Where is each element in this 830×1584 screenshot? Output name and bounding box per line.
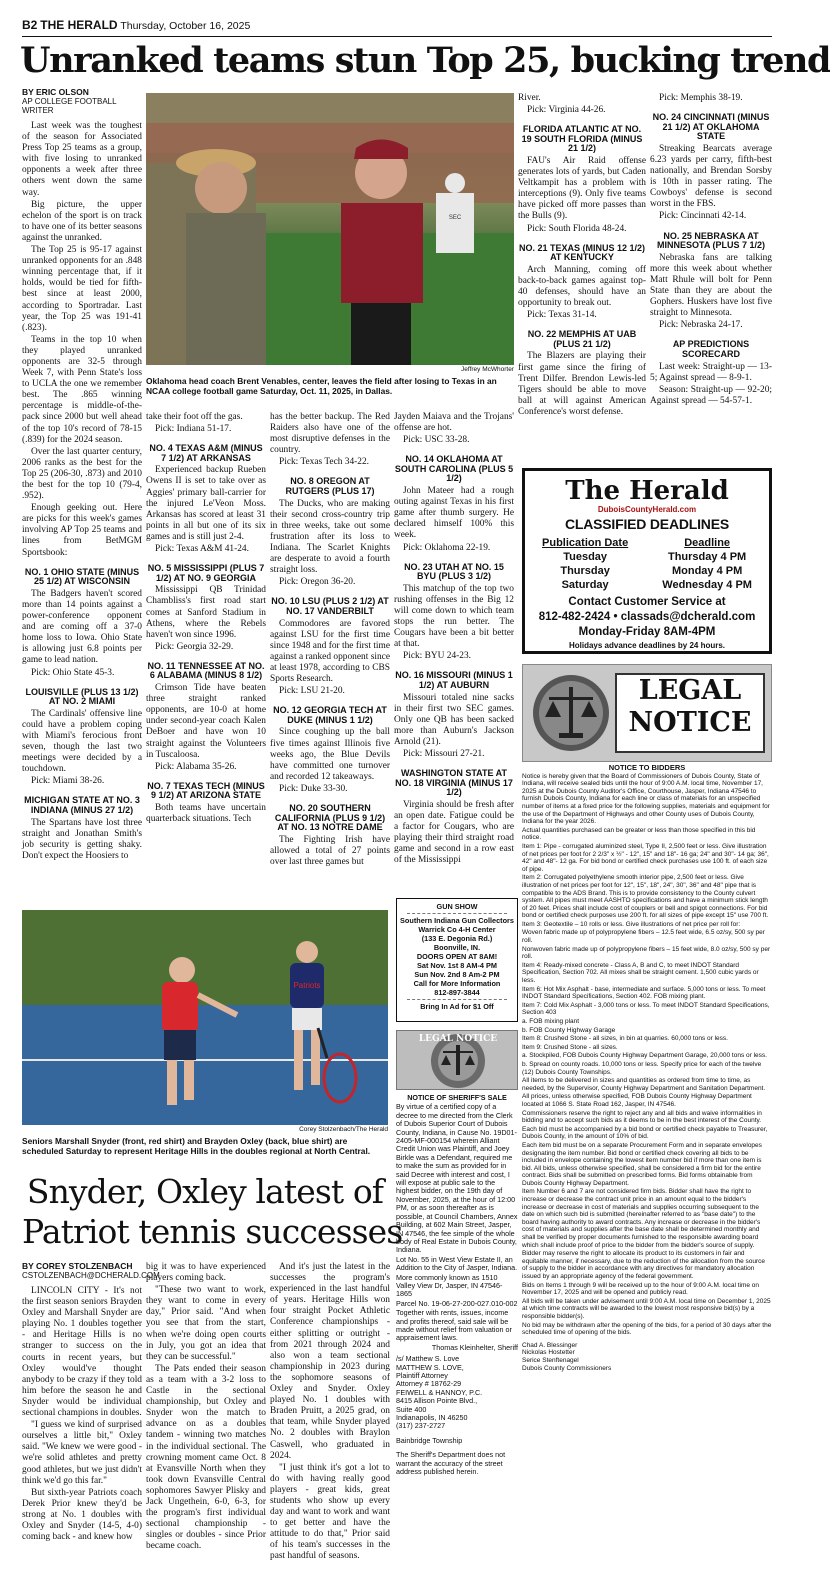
holiday-note: Holidays advance deadlines by 24 hours. xyxy=(568,641,726,650)
legal-paragraph: Item 7: Cold Mix Asphalt - 3,000 tons or less. To meet INDOT Standard Specifications, Section 403 xyxy=(522,1001,770,1017)
article-column-4 xyxy=(394,412,514,892)
legal-paragraph: No bid may be withdrawn after the opening of the bids, for a period of 30 days after the scheduled time of opening of the bids. xyxy=(522,1321,772,1337)
signature-line: Dubois County Commissioners xyxy=(522,1364,612,1372)
paragraph: "These two want to work, they want to come in every day," Prior said. "And when you see that from the start, when we're doing open courts in July, you got an idea that they can be successful." xyxy=(146,1285,266,1362)
paragraph: And it's just the latest in the successes the program's experienced in the last handful of years. Heritage Hills won four straight Pocket Athletic Conference championships - either splitting or outright - from 2021 through 2024 and also won a team sectional championship in 2023 during the sophomore seasons of Oxley and Snyder. Oxley played No. 1 doubles with Braden Pruitt, a 2025 grad, on that team, while Snyder played No. 2 doubles with Braylon Caswell, who graduated in 2024. xyxy=(270,1262,390,1461)
paragraph: The Badgers haven't scored more than 14 points against a power-conference opponent and are coming off a 37-0 home loss to Iowa. Ohio State is allowing just 6.8 points per game to lead nation. xyxy=(22,588,142,666)
paragraph: Teams in the top 10 when they played unranked opponents are 32-5 through Week 7, with Penn State's loss to UCLA the one we remember best. The .865 winning percentage is middle-of-the-pack since 2000 but well ahead of the top 10's record of 78-15 (.839) for the 2024 season. xyxy=(22,334,142,445)
paragraph: The Cardinals' offensive line could have a problem coping with Miami's ferocious front seven, though the last two meetings were decided by a touchdown. xyxy=(22,708,142,775)
signatures xyxy=(522,1342,772,1372)
tennis-headline-line: Patriot tennis successes xyxy=(22,1212,403,1251)
pick: Pick: Ohio State 45-3. xyxy=(31,667,115,678)
tennis-byline-email: CSTOLZENBACH@DCHERALD.COM xyxy=(22,1271,160,1280)
deadline-time: Thursday 4 PM xyxy=(667,551,747,563)
legal-paragraph: Lot No. 55 in West View Estate II, an Addition to the City of Jasper, Indiana. xyxy=(396,1254,518,1273)
game-heading: FLORIDA ATLANTIC AT NO. 19 SOUTH FLORIDA (MINUS 21 1/2) xyxy=(521,124,643,154)
tennis-byline-name: BY COREY STOLZENBACH xyxy=(22,1261,133,1271)
game-heading: NO. 25 NEBRASKA AT MINNESOTA (PLUS 7 1/2) xyxy=(656,230,765,251)
pick: Pick: USC 33-28. xyxy=(403,435,470,446)
attorney-line: Indianapolis, IN 46250 xyxy=(396,1413,468,1423)
paragraph: But sixth-year Patriots coach Derek Prior knew they'd be strong at No. 1 doubles with Oxley and Snyder (14-5, 4-0) coming back - and knew how xyxy=(22,1487,142,1543)
game-heading: NO. 14 OKLAHOMA AT SOUTH CAROLINA (PLUS 5 1/2) xyxy=(394,454,514,484)
photo-shirt-text: SEC xyxy=(448,215,462,221)
paragraph: Experienced backup Rueben Owens II is set to take over as Aggies' primary ball-carrier for the injured Le'Veon Moss. Arkansas has scored at least 31 points in all but one of its six games and is still just 2-4. xyxy=(146,465,266,542)
seal-text: LEGAL NOTICE xyxy=(418,1034,498,1044)
jersey-text: Patriots xyxy=(293,981,321,990)
deadline-table xyxy=(525,536,769,592)
legal-notice-seal-icon xyxy=(397,1031,519,1091)
sheriff-signature: Thomas Kleinhelter, Sheriff xyxy=(431,1342,518,1352)
pick: Pick: Texas A&M 41-24. xyxy=(155,544,249,555)
legal-paragraph: All bids will be taken under advisement until 9:00 A.M. local time on December 1, 2025 at which time contracts will be awarded to the lowest most responsive bid(s) by a responsible bidder(s). xyxy=(522,1297,771,1320)
paragraph: River. xyxy=(518,93,541,103)
phone-email: 812-482-2424 • classads@dcherald.com xyxy=(538,611,756,623)
legal-paragraph: Item Number 6 and 7 are not considered firm bids. Bidder shall have the right to increase or decrease the contract unit price in an amount equal to the bidder's increase or decrease in cost of materials and supplies occurring subsequent to the date on which such bid is submitted (hereinafter referred to as "base date") to the board having authority to award contracts. Any increase or decrease in the bidder's cost of materials and supplies after the base date shall be determined monthly and shall be verified by proper documents furnished to the responsible awarding board which shall include proof of price to the bidder from the bidder's source of supply. xyxy=(522,1188,761,1249)
legal-paragraph: Bids on Items 1 through 9 will be received up to the hour of 9:00 A.M. local time on November 17, 2025 and will be opened and publicly read. xyxy=(522,1281,760,1297)
photo-caption: Oklahoma head coach Brent Venables, center, leaves the field after losing to Texas in an NCAA college football game Saturday, Oct. 11, 2025, in Dallas. xyxy=(146,376,497,396)
legal-paragraph: Item 9: Crushed Stone - all sizes. xyxy=(522,1043,618,1051)
paragraph: John Mateer had a rough outing against Texas in his first game after thumb surgery. He declared himself 100% this week. xyxy=(394,486,514,541)
game-heading: LOUISVILLE (PLUS 13 1/2) AT NO. 2 MIAMI xyxy=(25,686,139,707)
pick: Pick: Cincinnati 42-14. xyxy=(659,211,747,222)
attorney-block xyxy=(396,1355,518,1431)
legal-paragraph: Together with rents, issues, income and profits thereof, said sale will be made without relief from valuation or appraisement laws. xyxy=(396,1308,512,1343)
paragraph: Over the last quarter century, 2006 ranks as the best for the Top 25 (206-30, .873) and 2010 the best for the top 10 (79-4, .952). xyxy=(22,446,142,502)
paragraph: big it was to have experienced players coming back. xyxy=(146,1262,266,1284)
byline-org: AP COLLEGE FOOTBALL WRITER xyxy=(22,97,117,115)
legal-paragraph: Nonwoven fabric made up of polypropylene fibers – 15 feet wide, 8.0 oz/sy, 500 sy per roll. xyxy=(522,945,771,961)
ad-line: Sat Nov. 1st 8 AM-4 PM xyxy=(417,961,497,970)
disclaimer: The Sheriff's Department does not warrant the accuracy of the street address published herein. xyxy=(396,1450,506,1477)
paragraph: Since coughing up the ball five times against Illinois five weeks ago, the Blue Devils have committed one turnover and recorded 12 takeaways. xyxy=(270,727,390,782)
deadline-column xyxy=(662,536,752,592)
game-heading: NO. 24 CINCINNATI (MINUS 21 1/2) AT OKLAHOMA STATE xyxy=(652,112,770,142)
byline xyxy=(22,88,142,115)
tennis-byline xyxy=(22,1261,160,1280)
game-heading: NO. 4 TEXAS A&M (MINUS 7 1/2) AT ARKANSAS xyxy=(149,443,263,463)
football-photo-art xyxy=(146,93,514,365)
tennis-photo xyxy=(22,910,388,1125)
attorney-line: MATTHEW S. LOVE, xyxy=(396,1362,464,1372)
legal-paragraph: Commissioners reserve the right to reject any and all bids and waive informalities in bidding and to accept such bids as it deems to be in the best interest of the County. xyxy=(522,1109,762,1125)
paragraph: Jayden Maiava and the Trojans' offense are hot. xyxy=(394,412,514,434)
attorney-line: FEIWELL & HANNOY, P.C. xyxy=(396,1387,483,1397)
paragraph: Last week: Straight-up — 13-5; Against spread — 8-9-1. xyxy=(650,361,772,383)
pick: Pick: Oklahoma 22-19. xyxy=(403,542,491,553)
gun-show-title: GUN SHOW xyxy=(436,902,478,911)
paragraph: This matchup of the top two rushing offenses in the Big 12 will come down to which team stops the run better. The Cougars have been a bit better at that. xyxy=(394,583,514,650)
game-heading: NO. 8 OREGON AT RUTGERS (PLUS 17) xyxy=(285,476,375,497)
classified-title: CLASSIFIED DEADLINES xyxy=(564,516,729,532)
legal-paragraph: Item 6: Hot Mix Asphalt - base, intermediate and surface. 5,000 tons or less. To meet INDOT Standard Specifications, Section 402. FOB mixing plant. xyxy=(522,985,766,1001)
main-headline: Unranked teams stun Top 25, bucking trend xyxy=(20,40,830,81)
ad-line: Sun Nov. 2nd 8 Am-2 PM xyxy=(414,970,500,979)
paragraph: LINCOLN CITY - It's not the first season seniors Brayden Oxley and Marshall Snyder are playing No. 1 doubles together - and Heritage Hills is no stranger to success on the courts in recent years, but Oxley would've thought anybody to be crazy if they told him before the season he and Snyder would be individual sectional champions in doubles. xyxy=(22,1286,142,1419)
paragraph: Commodores are favored against LSU for the first time since 1948 and for the first time against a ranked opponent since at least 1978, according to CBS Sports Research. xyxy=(270,618,390,685)
publication-heading: Publication Date xyxy=(542,537,629,549)
pick: Pick: Miami 38-26. xyxy=(31,776,105,787)
article-column-2 xyxy=(146,412,266,892)
legal-paragraph: Actual quantities purchased can be greater or less than those specified in this bid notice. xyxy=(522,826,756,842)
game-heading: NO. 7 TEXAS TECH (MINUS 9 1/2) AT ARIZONA STATE xyxy=(147,780,265,801)
paragraph: The Ducks, who are making their second cross-country trip in three weeks, take out some frustration after its loss to Indiana. The Scarlet Knights are desperate to avoid a fourth straight loss. xyxy=(270,498,390,576)
legal-paragraph: b. FOB County Highway Garage xyxy=(522,1026,616,1034)
signature-line: Nickolas Hostetter xyxy=(522,1349,575,1357)
legal-paragraph: Item 2: Corrugated polyethylene smooth interior pipe, 2,500 feet or less. Give illustration of net prices per foot for 12", 15", 18", 24", 30", 36" and 48" pipe that is compatible to the ADS Brand. This is to provide consistency to the County culvert system. All pipes must meet AASHTO specifications and have a minimum stick length of 20 feet. Prices shall include cost of couplers or bell and spigot connections. For bid bond or certified check purposes use 200 ft. for all sizes of pipe except 15" use 700 ft. xyxy=(522,874,769,920)
legal-paragraph: More commonly known as 1510 Valley View Dr, Jasper, IN 47546-1865 xyxy=(396,1272,503,1299)
byline-name: BY ERIC OLSON xyxy=(22,87,89,97)
legal-paragraph: Notice is hereby given that the Board of Commissioners of Dubois County, State of Indiana, will receive sealed bids until the hour of 9:00 A.M. local time, November 17, 2025 at the Dubois County Auditor's Office, Courthouse, Jasper, Indiana 47546 to furnish Dubois County, Indiana for each line or class of materials for an unspecified number of items at a fixed price for the following supplies, materials and equipment for the use of the Department of Highways and other County uses of Dubois County, Indiana for the year 2026. xyxy=(522,772,770,826)
deadline-heading: Deadline xyxy=(684,537,731,549)
notice-word: NOTICE xyxy=(628,707,752,738)
pick: Pick: Oregon 36-20. xyxy=(279,577,356,588)
signature-line: Chad A. Blessinger xyxy=(522,1341,578,1349)
pick: Pick: Georgia 32-29. xyxy=(155,641,234,652)
game-heading: MICHIGAN STATE AT NO. 3 INDIANA (MINUS 27 1/2) xyxy=(24,795,140,816)
paragraph: "I guess we kind of surprised ourselves a little bit," Oxley said. "We knew we were good - we're solid athletes and pretty good athletes, but we just didn't think we'd go this far." xyxy=(22,1420,142,1486)
contact-line: Contact Customer Service at xyxy=(568,596,726,608)
pick: Pick: LSU 21-20. xyxy=(279,686,345,697)
legal-paragraph: a. Stockpiled, FOB Dubois County Highway Department Garage, 20,000 tons or less. xyxy=(522,1052,767,1060)
paragraph: The Blazers are playing their first game since the firing of Trent Dilfer. Brendon Lewis-led Tigers should be able to move ball at will against American Conference's worst defense. xyxy=(518,351,646,417)
legal-notice-banner xyxy=(522,664,772,762)
paragraph: The Spartans have lost three straight and Jonathan Smith's job security is getting shaky. Don't expect the Hoosiers to xyxy=(22,817,142,861)
paragraph: Season: Straight-up — 92-20; Against spread — 54-57-1. xyxy=(650,384,772,406)
legal-paragraph: Item 4: Ready-mixed concrete - Class A, B and C, to meet INDOT Standard Specification, Section 702. All mixes shall be straight cement. 1,500 cubic yards or less. xyxy=(522,961,759,985)
attorney-line: Suite 400 xyxy=(396,1404,427,1414)
legal-paragraph: a. FOB mixing plant xyxy=(522,1018,580,1025)
township: Bainbridge Township xyxy=(396,1435,463,1445)
deadline-time: Wednesday 4 PM xyxy=(662,579,752,591)
page-header xyxy=(22,18,772,36)
publication-column xyxy=(542,536,628,592)
article-column-6 xyxy=(650,93,772,453)
ad-line: Bring In Ad for $1 Off xyxy=(420,1002,494,1011)
site-url: DuboisCountyHerald.com xyxy=(597,505,697,514)
tennis-photo-art xyxy=(22,910,388,1125)
football-photo xyxy=(146,93,514,365)
game-heading: NO. 20 SOUTHERN CALIFORNIA (PLUS 9 1/2) AT NO. 13 NOTRE DAME xyxy=(274,803,386,833)
publication-day: Tuesday xyxy=(563,551,608,563)
paragraph: The Fighting Irish have allowed a total of 27 points over last three games but xyxy=(270,834,390,867)
classified-deadlines-ad xyxy=(522,468,772,654)
pick: Pick: Memphis 38-19. xyxy=(659,93,743,103)
pick: Pick: South Florida 48-24. xyxy=(527,223,627,234)
game-heading: NO. 16 MISSOURI (MINUS 1 1/2) AT AUBURN xyxy=(395,670,513,691)
scales-of-justice-icon xyxy=(531,673,611,753)
legal-paragraph: b. Spread on county roads. 10,000 tons or less. Specify price for each of the twelve (12) Dubois County Townships. xyxy=(522,1060,762,1076)
paragraph: Mississippi QB Trinidad Chambliss's first road start comes at Sanford Stadium in Athens, where the Rebels haven't won since 1996. xyxy=(146,585,266,640)
divider xyxy=(407,999,507,1000)
paragraph: take their foot off the gas. xyxy=(146,412,243,422)
pick: Pick: Texas Tech 34-22. xyxy=(279,457,369,468)
attorney-line: Plaintiff Attorney xyxy=(396,1371,448,1380)
attorney-line: Attorney # 18762-29 xyxy=(396,1379,462,1389)
gun-show-ad xyxy=(396,898,518,1022)
page-number: B2 xyxy=(22,18,38,32)
article-column-1 xyxy=(22,88,142,888)
ad-line: Warrick Co 4-H Center xyxy=(418,925,496,934)
paper-name: THE HERALD xyxy=(40,18,118,32)
legal-paragraph: Item 1: Pipe - corrugated aluminized steel, Type II, 2,500 feet or less. Give illustration of net prices per foot for 2 2/3" x ½" - 12", 15" and 18"- 16 ga; 24" and 30"- 14 ga; 36", 42" and 48"- 12 ga. For bid bond or certified check purchases use 100 ft. of each size of pipe. xyxy=(522,842,769,873)
paragraph: Both teams have uncertain quarterback situations. Tech xyxy=(146,803,266,825)
game-heading: AP PREDICTIONS SCORECARD xyxy=(672,339,750,359)
tennis-column-2 xyxy=(146,1262,266,1572)
game-heading: NO. 11 TENNESSEE AT NO. 6 ALABAMA (MINUS 8 1/2) xyxy=(147,660,265,681)
game-heading: NO. 23 UTAH AT NO. 15 BYU (PLUS 3 1/2) xyxy=(404,561,504,582)
tennis-column-3 xyxy=(270,1262,390,1572)
signature-line: Serice Stenftenagel xyxy=(522,1356,579,1364)
paragraph: has the better backup. The Red Raiders also have one of the most disruptive defenses in the country. xyxy=(270,412,390,456)
pick: Pick: Duke 33-30. xyxy=(279,783,348,794)
attorney-line: 8415 Allison Pointe Blvd., xyxy=(396,1396,478,1406)
paragraph: Nebraska fans are talking more this week about whether Matt Rhule will bolt for Penn State than they are about the Gophers. Huskers have lost five straight to Minnesota. xyxy=(650,252,772,319)
publication-day: Saturday xyxy=(561,579,609,591)
ad-line: 812-897-3844 xyxy=(434,988,480,997)
tennis-photo-caption: Seniors Marshall Snyder (front, red shirt) and Brayden Oxley (back, blue shirt) are scheduled Saturday to represent Heritage Hills in the doubles regional at North Central. xyxy=(22,1136,371,1156)
legal-paragraph: Item 3: Geotextile – 10 rolls or less. Give illustrations of net price per roll for: xyxy=(522,920,741,928)
ad-line: Boonville, IN. xyxy=(433,943,481,952)
paragraph: Missouri totaled nine sacks in their first two SEC games. Only one QB has been sacked more than Auburn's Jackson Arnold (21). xyxy=(394,692,514,748)
notice-title: NOTICE TO BIDDERS xyxy=(608,763,686,772)
ad-line: Southern Indiana Gun Collectors xyxy=(400,916,514,925)
legal-paragraph: Item 8: Crushed Stone - all sizes, in bin at quarries. 60,000 tons or less. xyxy=(522,1035,728,1043)
pick: Pick: Nebraska 24-17. xyxy=(659,320,743,331)
attorney-line: /s/ Matthew S. Love xyxy=(396,1354,460,1364)
issue-date: Thursday, October 16, 2025 xyxy=(120,20,251,32)
herald-logo: The Herald xyxy=(565,476,729,506)
legal-paragraph: All items to be delivered in sizes and quantities as ordered from time to time, as needed, by the Supervisor, County Highway Department and Sanitation Department. xyxy=(522,1077,766,1092)
paragraph: Streaking Bearcats average 6.23 yards per carry, fifth-best nationally, and Brendan Sorsby is 10th in passer rating. The Cowboys' defense is second worst in the FBS. xyxy=(650,143,772,210)
article-column-5 xyxy=(518,93,646,453)
photo-credit: Jeffrey McWhorter xyxy=(461,366,514,373)
legal-paragraph: All prices, unless otherwise specified, FOB Dubois County Highway Department located at 1066 S. State Road 162, Jasper, IN 47546. xyxy=(522,1093,752,1108)
paragraph: FAU's Air Raid offense generates lots of yards, but Caden Veltkampit has a problem with interceptions (9). Only five teams have picked off more passes than the Bulls (9). xyxy=(518,155,646,222)
tennis-headline-line: Snyder, Oxley latest of xyxy=(26,1172,384,1211)
ad-line: Call for More Information xyxy=(413,979,501,988)
tennis-photo-credit: Corey Stolzenbach/The Herald xyxy=(299,1126,388,1133)
ad-line: (133 E. Degonia Rd.) xyxy=(421,934,493,943)
game-heading: WASHINGTON STATE AT NO. 18 VIRGINIA (MINUS 17 1/2) xyxy=(395,768,513,798)
paragraph: The Pats ended their season as a team with a 3-2 loss to Castle in the sectional championship, but Oxley and Snyder won the match to advance on as a doubles tandem - winning two matches in the individual sectional. The crowning moment came Oct. 8 at Evansville North when they took down Evansville Central sophomores Sawyer Plisky and Jack Ungethein, 6-0, 6-3, for the program's first individual sectional championship - singles or doubles - since Prior became coach. xyxy=(146,1363,266,1552)
header-rule xyxy=(22,36,772,37)
game-heading: NO. 12 GEORGIA TECH AT DUKE (MINUS 1 1/2) xyxy=(273,705,387,725)
legal-paragraph: Bidder may reserve the right to allocate its product to its customers in fair and equitable manner, if necessary, due to the reduction of the allocation from the source of supply to the bidder in accordance with any directives for mandatory allocation issued by an appropriate agency of the federal government. xyxy=(522,1250,766,1280)
ad-line: DOORS OPEN AT 8AM! xyxy=(416,952,498,961)
legal-notice-title xyxy=(615,673,765,753)
sheriff-sale-title: NOTICE OF SHERIFF'S SALE xyxy=(407,1093,507,1102)
deadline-time: Monday 4 PM xyxy=(671,565,743,577)
paragraph: Last week was the toughest of the season for Associated Press Top 25 teams as a group, with five losing to unranked opponents a week after three others went down the same way. xyxy=(22,121,142,198)
sheriff-sale-notice xyxy=(396,1094,518,1572)
legal-paragraph: Each bid must be accompanied by a bid bond or certified check payable to Treasurer, Dubois County, in the amount of 10% of bid. xyxy=(522,1125,768,1141)
game-heading: NO. 5 MISSISSIPPI (PLUS 7 1/2) AT NO. 9 GEORGIA xyxy=(147,563,265,583)
legal-word: LEGAL xyxy=(638,675,742,706)
legal-paragraph: Each item bid must be on a separate Procurement Form and in separate envelopes designating the item number. Bid bond or certified check covering all bids to be included in envelope containing the lowest item number bid if more than one item is bid. All bids, unless otherwise specified, shall be considered a firm bid for the entire contract. Bids shall be submitted on prescribed forms. Bid forms obtainable from Dubois County Highway Department. xyxy=(522,1141,762,1187)
pick: Pick: Missouri 27-21. xyxy=(403,749,485,760)
pick: Pick: Indiana 51-17. xyxy=(155,424,232,435)
tennis-headline xyxy=(22,1172,403,1256)
paragraph: Virginia should be fresh after an open date. Fatigue could be a factor for Cougars, who are playing their third straight road game and second in a row east of the Mississippi xyxy=(394,800,514,866)
sheriff-legal-banner xyxy=(396,1030,518,1090)
paragraph: The Top 25 is 95-17 against unranked opponents for an .848 winning percentage that, if it holds, would be tied for fifth-best since at least 2000, according to Sportradar. Last year, the Top 25 was 191-41 (.823). xyxy=(22,245,142,333)
pick: Pick: Texas 31-14. xyxy=(527,310,597,321)
paragraph: Big picture, the upper echelon of the sport is on track to have one of its better seasons against the unranked. xyxy=(22,199,142,243)
pick: Pick: Virginia 44-26. xyxy=(527,105,606,116)
office-hours: Monday-Friday 8AM-4PM xyxy=(578,626,716,638)
game-heading: NO. 22 MEMPHIS AT UAB (PLUS 21 1/2) xyxy=(527,329,637,349)
paragraph: "I just think it's got a lot to do with having really good players - great kids, great students who show up every day and want to work and want to get better and have the attitude to do that," Prior said of his team's successes in the past handful of seasons. xyxy=(270,1462,390,1562)
attorney-line: (317) 237-2727 xyxy=(396,1421,446,1431)
tennis-column-1 xyxy=(22,1261,160,1572)
paragraph: Arch Manning, coming off back-to-back games against top-40 defenses, should have an opportunity to break out. xyxy=(518,264,646,309)
game-heading: NO. 10 LSU (PLUS 2 1/2) AT NO. 17 VANDERBILT xyxy=(271,596,389,616)
game-heading: NO. 1 OHIO STATE (MINUS 25 1/2) AT WISCONSIN xyxy=(24,566,140,587)
paragraph: Enough geeking out. Here are picks for this week's games involving AP Top 25 teams and lines from BetMGM Sportsbook: xyxy=(22,503,142,558)
pick: Pick: Alabama 35-26. xyxy=(155,761,237,772)
paragraph: Crimson Tide have beaten three straight ranked opponents, are 10-0 at home under second-year coach Kalen DeBoer and have won 10 straight against the Volunteers in Tuscaloosa. xyxy=(146,683,266,760)
divider xyxy=(407,913,507,914)
article-column-3 xyxy=(270,412,390,892)
legal-paragraph: Woven fabric made up of polypropylene fibers – 12.5 feet wide, 6.5 oz/sy, 500 sy per roll. xyxy=(522,929,765,945)
pick: Pick: BYU 24-23. xyxy=(403,651,471,662)
game-heading: NO. 21 TEXAS (MINUS 12 1/2) AT KENTUCKY xyxy=(518,242,646,263)
publication-day: Thursday xyxy=(560,565,610,577)
notice-to-bidders xyxy=(522,764,772,1572)
legal-paragraph: Parcel No. 19-06-27-200-027.010-002 xyxy=(396,1298,518,1308)
legal-paragraph: By virtue of a certified copy of a decree to me directed from the Clerk of Dubois Superior Court of Dubois County, Indiana, in Cause No. 19D01-2405-MF-000154 wherein Alliant Credit Union was Plaintiff, and Joey Birkle was a Defendant, required me to make the sum as provided for in said Decree with interest and cost, I will expose at public sale to the highest bidder, on the 19th day of November, 2025, at the hour of 12:00 PM, or as soon thereafter as is possible, at Council Chambers, Annex Building, at 602 Main Street, Jasper, IN 47546, the fee simple of the whole body of Real Estate in Dubois County, Indiana. xyxy=(396,1102,518,1255)
